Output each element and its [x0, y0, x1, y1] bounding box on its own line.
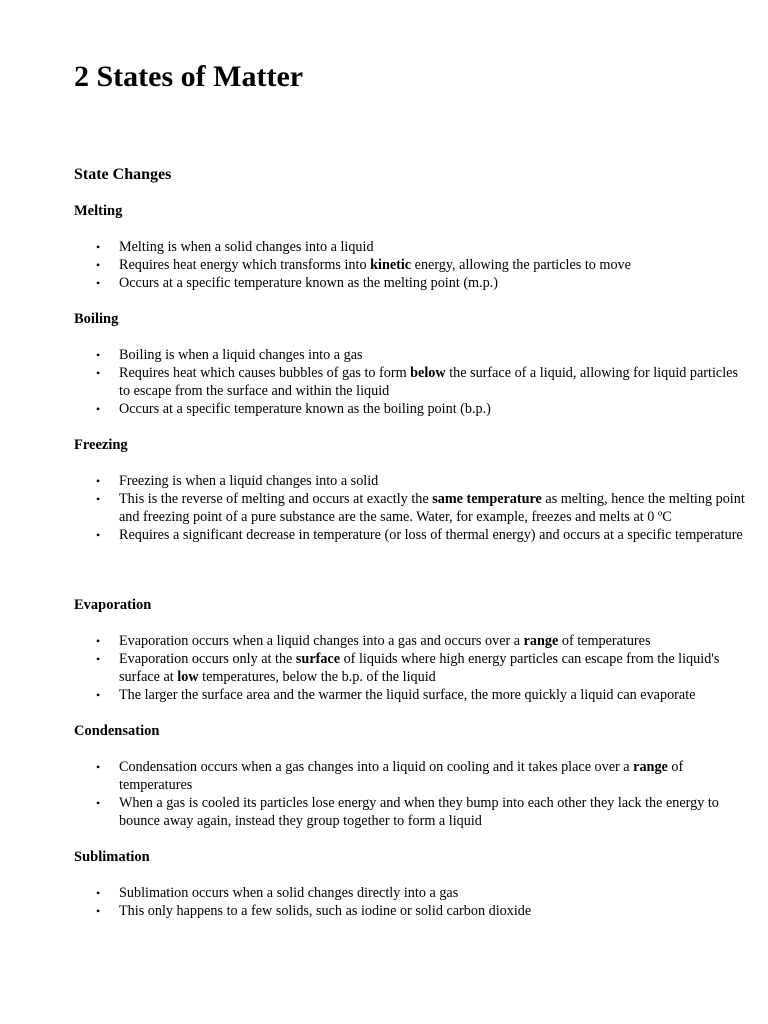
bullet-dot-icon: • [96, 796, 101, 810]
list-item [74, 632, 746, 650]
list-text: energy, allowing the particles to move [411, 257, 631, 273]
subsection-heading: Sublimation [74, 849, 150, 865]
list-text: Occurs at a specific temperature known as the melting point (m.p.) [119, 275, 498, 291]
list-text: The larger the surface area and the warmer the liquid surface, the more quickly a liquid can evaporate [119, 687, 696, 703]
bold-text: range [633, 759, 668, 775]
bullet-list [74, 758, 746, 830]
list-item [74, 274, 746, 292]
list-text: of liquids where high energy particles can escape from the liquid's surface at [119, 651, 720, 685]
list-text: Occurs at a specific temperature known as the boiling point (b.p.) [119, 401, 491, 417]
list-item [74, 490, 746, 526]
list-item [74, 758, 746, 794]
section-title: State Changes [74, 166, 172, 183]
bold-text: range [523, 633, 559, 649]
list-text: Evaporation occurs when a liquid changes into a gas and occurs over a [119, 633, 524, 649]
bullet-dot-icon: • [96, 402, 101, 416]
list-text: This only happens to a few solids, such as iodine or solid carbon dioxide [119, 903, 532, 919]
bullet-list [74, 632, 746, 704]
list-text: Condensation occurs when a gas changes into a liquid on cooling and it takes place over a [119, 759, 634, 775]
list-text: temperatures, below the b.p. of the liquid [198, 669, 436, 685]
list-text: Requires heat which causes bubbles of gas to form [119, 365, 411, 381]
list-text: as melting, hence the melting point and freezing point of a pure substance are the same. Water, for example, freezes and melts at 0 ºC [119, 491, 745, 525]
subsection-evaporation [74, 596, 746, 704]
bold-text: below [410, 365, 446, 381]
bullet-dot-icon: • [96, 348, 101, 362]
bold-text: same temperature [432, 491, 542, 507]
bullet-dot-icon: • [96, 492, 101, 506]
subsection-heading: Condensation [74, 723, 160, 739]
page-title: 2 States of Matter [74, 60, 304, 93]
subsection-heading: Evaporation [74, 597, 152, 613]
bullet-dot-icon: • [96, 276, 101, 290]
list-item [74, 794, 746, 830]
list-item [74, 686, 746, 704]
bullet-dot-icon: • [96, 528, 101, 542]
list-text: Sublimation occurs when a solid changes directly into a gas [119, 885, 459, 901]
bullet-dot-icon: • [96, 474, 101, 488]
list-item [74, 256, 746, 274]
list-text: Boiling is when a liquid changes into a gas [119, 347, 363, 363]
bullet-dot-icon: • [96, 240, 101, 254]
list-item [74, 346, 746, 364]
list-text: Freezing is when a liquid changes into a solid [119, 473, 379, 489]
list-text: the surface of a liquid, allowing for liquid particles to escape from the surface and within the liquid [119, 365, 738, 399]
list-item [74, 650, 746, 686]
list-item [74, 526, 746, 544]
list-text: This is the reverse of melting and occurs at exactly the [119, 491, 433, 507]
list-item [74, 238, 746, 256]
list-text: Melting is when a solid changes into a liquid [119, 239, 374, 255]
subsection-heading: Freezing [74, 437, 128, 453]
subsection-boiling [74, 310, 746, 418]
bullet-list [74, 472, 746, 544]
list-item [74, 884, 746, 902]
subsection-freezing [74, 436, 746, 544]
list-text: When a gas is cooled its particles lose energy and when they bump into each other they lack the energy to bounce away again, instead they group together to form a liquid [119, 795, 719, 829]
subsection-heading: Boiling [74, 311, 119, 327]
bullet-dot-icon: • [96, 904, 101, 918]
subsection-heading: Melting [74, 203, 123, 219]
bold-text: kinetic [370, 257, 412, 273]
bullet-dot-icon: • [96, 258, 101, 272]
list-item [74, 400, 746, 418]
bullet-dot-icon: • [96, 760, 101, 774]
bullet-list [74, 884, 746, 920]
subsection-condensation [74, 722, 746, 830]
bullet-dot-icon: • [96, 652, 101, 666]
list-text: Requires heat energy which transforms into [119, 257, 371, 273]
list-text: Evaporation occurs only at the [119, 651, 296, 667]
list-text: of temperatures [558, 633, 651, 649]
bold-text: surface [295, 651, 341, 667]
list-text: Requires a significant decrease in temperature (or loss of thermal energy) and occurs at a specific temperature [119, 527, 743, 543]
bullet-dot-icon: • [96, 886, 101, 900]
list-text: of temperatures [119, 759, 684, 793]
list-item [74, 364, 746, 400]
list-item [74, 472, 746, 490]
bullet-dot-icon: • [96, 366, 101, 380]
subsection-melting [74, 202, 746, 292]
list-item [74, 902, 746, 920]
bold-text: low [177, 669, 199, 685]
bullet-dot-icon: • [96, 688, 101, 702]
subsection-sublimation [74, 848, 746, 920]
bullet-list [74, 346, 746, 418]
bullet-list [74, 238, 746, 292]
bullet-dot-icon: • [96, 634, 101, 648]
